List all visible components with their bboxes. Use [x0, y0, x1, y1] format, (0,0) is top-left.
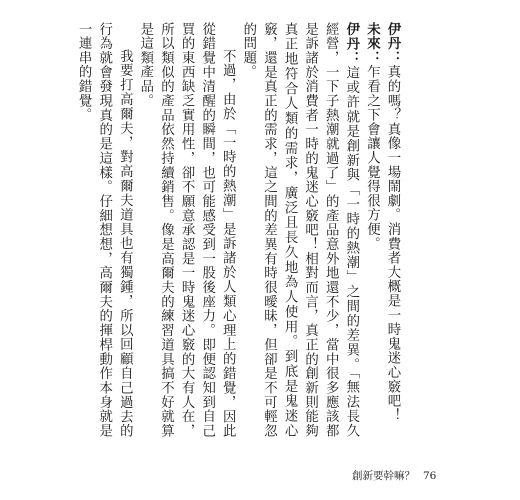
paragraph-text: 我要打高爾夫，對高爾夫道具也有獨鍾，所以回顧自己過去的行為就會發現真的是這樣。仔細想想，高爾夫的揮桿動作本身就是一連串的錯覺。 — [76, 22, 133, 438]
paragraph-1 — [381, 22, 402, 438]
paragraph-text: 不過，由於「一時的熱潮」是訴諸於人類心理上的錯覺，因此從錯覺中清醒的瞬間，也可能感受到一股後座力。即便認知到自己買的東西缺乏實用性，卻不願意承認是一時鬼迷心竅的大有人在，所以類似的產品依然持續銷售。像是高爾夫的練習道具搞不好就算是這類產品。 — [137, 22, 236, 438]
speaker-label: 伊丹： — [343, 22, 359, 66]
page-footer — [352, 468, 472, 483]
paragraph-text: 真的嗎？真像一場鬧劇。消費者大概是一時鬼迷心竅吧！ — [385, 64, 400, 423]
paragraph-2 — [361, 22, 382, 438]
paragraph-text: 乍看之下會讓人覺得很方便。 — [364, 64, 380, 251]
book-title: 創新要幹嘛？ — [352, 470, 415, 482]
speaker-label: 未來： — [364, 22, 380, 65]
body-text — [73, 22, 403, 438]
speaker-label: 伊丹： — [385, 22, 400, 65]
paragraph-5 — [73, 22, 135, 438]
paragraph-4 — [134, 22, 237, 438]
page-number: 76 — [423, 470, 437, 482]
paragraph-text: 這或許就是創新與「一時的熱潮」之間的差異。「無法長久經營，一下子熱潮就過了」的產品意外地還不少，當中很多應該都是訴諸於消費者一時的鬼迷心竅吧！相對而言，真正的創新則能夠真正地符合人類的需求，廣泛且長久地為人使用。到底是鬼迷心竅，還是真正的需求，這之間的差異有時很曖昧，但卻是不可輕忽的問題。 — [240, 22, 359, 438]
paragraph-3 — [237, 22, 361, 438]
